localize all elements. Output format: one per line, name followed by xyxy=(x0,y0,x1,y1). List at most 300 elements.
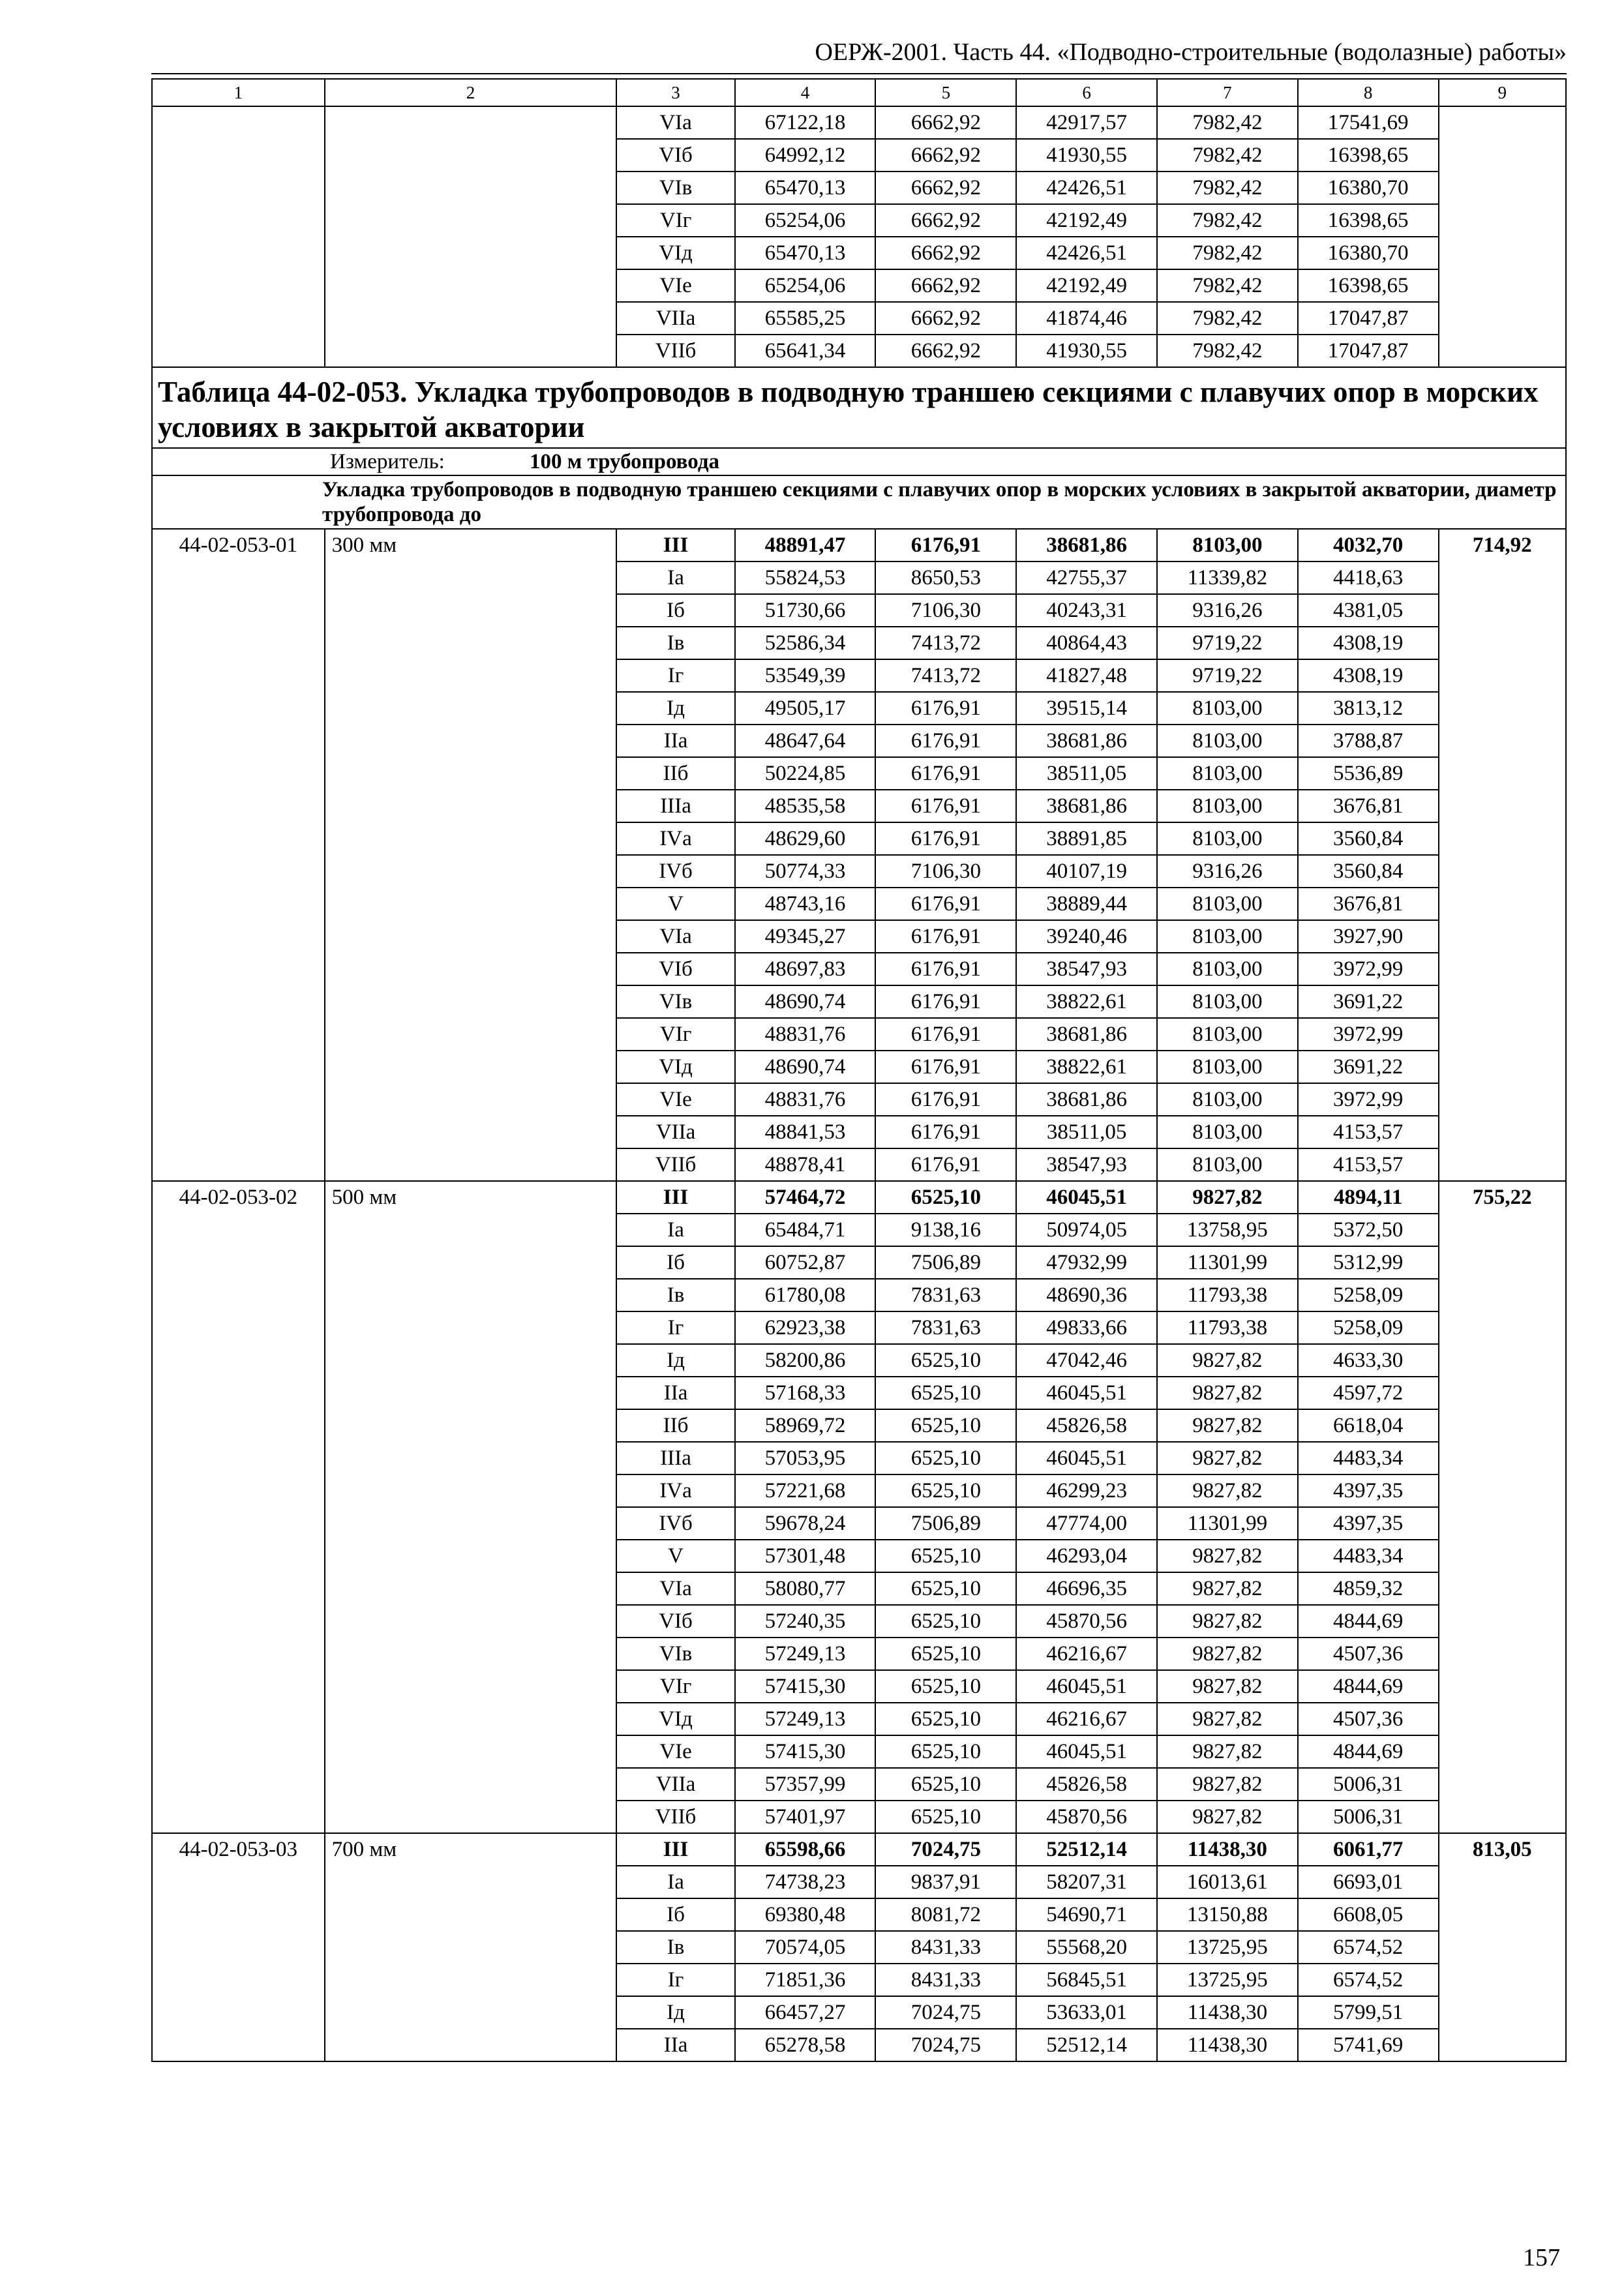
value-cell: 57357,99 xyxy=(735,1768,876,1801)
value-cell: 57053,95 xyxy=(735,1442,876,1474)
zone-cell: VIIа xyxy=(616,1116,734,1148)
value-cell: 9837,91 xyxy=(875,1866,1016,1898)
value-cell: 17541,69 xyxy=(1298,106,1439,139)
subtitle-row xyxy=(152,475,1566,529)
value-cell: 9138,16 xyxy=(875,1214,1016,1246)
unit-cell xyxy=(152,448,1566,475)
value-cell: 3691,22 xyxy=(1298,985,1439,1018)
value-cell: 6176,91 xyxy=(875,529,1016,561)
value-cell: 6525,10 xyxy=(875,1638,1016,1670)
value-cell: 6574,52 xyxy=(1298,1964,1439,1996)
value-cell: 9827,82 xyxy=(1157,1670,1298,1703)
value-cell: 48690,36 xyxy=(1016,1279,1157,1311)
value-cell: 7982,42 xyxy=(1157,172,1298,204)
value-cell: 46045,51 xyxy=(1016,1670,1157,1703)
value-cell: 39240,46 xyxy=(1016,920,1157,953)
column-index-cell: 6 xyxy=(1016,79,1157,106)
zone-cell: IVа xyxy=(616,822,734,855)
header-rule xyxy=(151,73,1567,74)
zone-cell: VIд xyxy=(616,237,734,269)
value-cell: 11793,38 xyxy=(1157,1311,1298,1344)
value-cell: 6176,91 xyxy=(875,692,1016,725)
value-cell: 6176,91 xyxy=(875,1116,1016,1148)
zone-cell: VIIб xyxy=(616,1148,734,1181)
page-header: ОЕРЖ-2001. Часть 44. «Подводно-строительные (водолазные) работы» xyxy=(815,38,1567,66)
value-cell: 71851,36 xyxy=(735,1964,876,1996)
value-cell: 38681,86 xyxy=(1016,725,1157,757)
value-cell: 7982,42 xyxy=(1157,335,1298,367)
zone-cell: VIIб xyxy=(616,335,734,367)
zone-cell: VIб xyxy=(616,139,734,172)
value-cell: 4859,32 xyxy=(1298,1572,1439,1605)
value-cell: 8431,33 xyxy=(875,1931,1016,1964)
value-cell: 6662,92 xyxy=(875,204,1016,237)
value-cell: 6525,10 xyxy=(875,1540,1016,1572)
value-cell: 46045,51 xyxy=(1016,1735,1157,1768)
value-cell: 6525,10 xyxy=(875,1409,1016,1442)
value-cell: 6176,91 xyxy=(875,725,1016,757)
value-cell: 9827,82 xyxy=(1157,1572,1298,1605)
value-cell: 8103,00 xyxy=(1157,1083,1298,1116)
zone-cell: IIа xyxy=(616,2029,734,2061)
value-cell: 38822,61 xyxy=(1016,1051,1157,1083)
value-cell: 41930,55 xyxy=(1016,335,1157,367)
value-cell: 6176,91 xyxy=(875,888,1016,920)
value-cell: 6662,92 xyxy=(875,172,1016,204)
zone-cell: VIв xyxy=(616,172,734,204)
value-cell: 11438,30 xyxy=(1157,2029,1298,2061)
value-cell: 58080,77 xyxy=(735,1572,876,1605)
value-cell: 58200,86 xyxy=(735,1344,876,1377)
value-cell: 9827,82 xyxy=(1157,1703,1298,1735)
value-cell: 38681,86 xyxy=(1016,1018,1157,1051)
value-cell: 9827,82 xyxy=(1157,1768,1298,1801)
value-cell: 16380,70 xyxy=(1298,172,1439,204)
value-cell: 38681,86 xyxy=(1016,790,1157,822)
zone-cell: VIа xyxy=(616,1572,734,1605)
value-cell: 9316,26 xyxy=(1157,855,1298,888)
weight-cell: 755,22 xyxy=(1439,1181,1566,1833)
value-cell: 65484,71 xyxy=(735,1214,876,1246)
value-cell: 9719,22 xyxy=(1157,659,1298,692)
value-cell: 8103,00 xyxy=(1157,757,1298,790)
value-cell: 8081,72 xyxy=(875,1898,1016,1931)
value-cell: 65278,58 xyxy=(735,2029,876,2061)
value-cell: 6662,92 xyxy=(875,139,1016,172)
value-cell: 65470,13 xyxy=(735,237,876,269)
value-cell: 5006,31 xyxy=(1298,1768,1439,1801)
column-index-cell: 3 xyxy=(616,79,734,106)
value-cell: 54690,71 xyxy=(1016,1898,1157,1931)
value-cell: 9827,82 xyxy=(1157,1409,1298,1442)
rates-table-body xyxy=(152,79,1566,2061)
zone-cell: V xyxy=(616,1540,734,1572)
value-cell: 48647,64 xyxy=(735,725,876,757)
value-cell: 61780,08 xyxy=(735,1279,876,1311)
value-cell: 16013,61 xyxy=(1157,1866,1298,1898)
value-cell: 57415,30 xyxy=(735,1735,876,1768)
value-cell: 9316,26 xyxy=(1157,594,1298,627)
table-title-row xyxy=(152,367,1566,448)
value-cell: 7982,42 xyxy=(1157,302,1298,335)
diameter-cell: 300 мм xyxy=(325,529,617,1181)
value-cell: 38511,05 xyxy=(1016,757,1157,790)
zone-cell: IIа xyxy=(616,1377,734,1409)
table-row xyxy=(152,529,1566,561)
value-cell: 48743,16 xyxy=(735,888,876,920)
value-cell: 6176,91 xyxy=(875,1148,1016,1181)
value-cell: 4308,19 xyxy=(1298,627,1439,659)
value-cell: 47042,46 xyxy=(1016,1344,1157,1377)
zone-cell: VIг xyxy=(616,1670,734,1703)
zone-cell: VIд xyxy=(616,1051,734,1083)
value-cell: 6525,10 xyxy=(875,1442,1016,1474)
value-cell: 49833,66 xyxy=(1016,1311,1157,1344)
page-number: 157 xyxy=(1523,2244,1560,2271)
value-cell: 59678,24 xyxy=(735,1507,876,1540)
diameter-cell: 500 мм xyxy=(325,1181,617,1833)
value-cell: 4483,34 xyxy=(1298,1540,1439,1572)
value-cell: 7831,63 xyxy=(875,1279,1016,1311)
value-cell: 7982,42 xyxy=(1157,106,1298,139)
value-cell: 46045,51 xyxy=(1016,1181,1157,1214)
value-cell: 13758,95 xyxy=(1157,1214,1298,1246)
value-cell: 7506,89 xyxy=(875,1507,1016,1540)
value-cell: 48891,47 xyxy=(735,529,876,561)
value-cell: 40107,19 xyxy=(1016,855,1157,888)
value-cell: 4418,63 xyxy=(1298,561,1439,594)
value-cell: 50224,85 xyxy=(735,757,876,790)
column-index-cell: 5 xyxy=(875,79,1016,106)
value-cell: 48690,74 xyxy=(735,985,876,1018)
zone-cell: Iд xyxy=(616,692,734,725)
zone-cell: VIв xyxy=(616,985,734,1018)
value-cell: 7024,75 xyxy=(875,1996,1016,2029)
value-cell: 4153,57 xyxy=(1298,1116,1439,1148)
value-cell: 3560,84 xyxy=(1298,822,1439,855)
value-cell: 4597,72 xyxy=(1298,1377,1439,1409)
value-cell: 6525,10 xyxy=(875,1474,1016,1507)
value-cell: 46045,51 xyxy=(1016,1442,1157,1474)
zone-cell: VIе xyxy=(616,1083,734,1116)
value-cell: 9827,82 xyxy=(1157,1801,1298,1833)
value-cell: 38547,93 xyxy=(1016,1148,1157,1181)
zone-cell: VIг xyxy=(616,204,734,237)
value-cell: 4844,69 xyxy=(1298,1670,1439,1703)
value-cell: 57249,13 xyxy=(735,1703,876,1735)
value-cell: 8103,00 xyxy=(1157,725,1298,757)
value-cell: 4894,11 xyxy=(1298,1181,1439,1214)
value-cell: 48841,53 xyxy=(735,1116,876,1148)
value-cell: 51730,66 xyxy=(735,594,876,627)
zone-cell: Iг xyxy=(616,659,734,692)
value-cell: 6662,92 xyxy=(875,269,1016,302)
value-cell: 48629,60 xyxy=(735,822,876,855)
value-cell: 46045,51 xyxy=(1016,1377,1157,1409)
value-cell: 64992,12 xyxy=(735,139,876,172)
value-cell: 8103,00 xyxy=(1157,529,1298,561)
empty-weight-cell xyxy=(1439,106,1566,367)
value-cell: 3813,12 xyxy=(1298,692,1439,725)
value-cell: 42192,49 xyxy=(1016,269,1157,302)
value-cell: 6176,91 xyxy=(875,1083,1016,1116)
value-cell: 46696,35 xyxy=(1016,1572,1157,1605)
zone-cell: Iа xyxy=(616,1214,734,1246)
value-cell: 38891,85 xyxy=(1016,822,1157,855)
rate-code-cell: 44-02-053-01 xyxy=(152,529,325,1181)
value-cell: 46216,67 xyxy=(1016,1703,1157,1735)
value-cell: 40243,31 xyxy=(1016,594,1157,627)
zone-cell: IIIа xyxy=(616,790,734,822)
value-cell: 9827,82 xyxy=(1157,1735,1298,1768)
value-cell: 6176,91 xyxy=(875,822,1016,855)
value-cell: 6525,10 xyxy=(875,1377,1016,1409)
value-cell: 6525,10 xyxy=(875,1735,1016,1768)
value-cell: 6176,91 xyxy=(875,790,1016,822)
value-cell: 6662,92 xyxy=(875,335,1016,367)
value-cell: 6693,01 xyxy=(1298,1866,1439,1898)
value-cell: 48831,76 xyxy=(735,1083,876,1116)
value-cell: 38681,86 xyxy=(1016,529,1157,561)
zone-cell: VIIа xyxy=(616,302,734,335)
value-cell: 52586,34 xyxy=(735,627,876,659)
value-cell: 9719,22 xyxy=(1157,627,1298,659)
value-cell: 7106,30 xyxy=(875,594,1016,627)
continuation-row xyxy=(152,106,1566,139)
value-cell: 16380,70 xyxy=(1298,237,1439,269)
value-cell: 53549,39 xyxy=(735,659,876,692)
value-cell: 11301,99 xyxy=(1157,1246,1298,1279)
value-cell: 7024,75 xyxy=(875,1833,1016,1866)
value-cell: 55824,53 xyxy=(735,561,876,594)
value-cell: 6618,04 xyxy=(1298,1409,1439,1442)
table-title: Таблица 44-02-053. Укладка трубопроводов в подводную траншею секциями с плавучих опор в морских условиях в закрытой акватории xyxy=(152,367,1566,448)
value-cell: 4844,69 xyxy=(1298,1735,1439,1768)
value-cell: 5258,09 xyxy=(1298,1311,1439,1344)
zone-cell: VIа xyxy=(616,106,734,139)
value-cell: 6525,10 xyxy=(875,1768,1016,1801)
zone-cell: Iб xyxy=(616,594,734,627)
value-cell: 70574,05 xyxy=(735,1931,876,1964)
zone-cell: III xyxy=(616,529,734,561)
value-cell: 65598,66 xyxy=(735,1833,876,1866)
value-cell: 8650,53 xyxy=(875,561,1016,594)
column-index-cell: 7 xyxy=(1157,79,1298,106)
zone-cell: IIб xyxy=(616,757,734,790)
value-cell: 6662,92 xyxy=(875,237,1016,269)
value-cell: 49345,27 xyxy=(735,920,876,953)
value-cell: 65254,06 xyxy=(735,269,876,302)
value-cell: 38889,44 xyxy=(1016,888,1157,920)
value-cell: 5741,69 xyxy=(1298,2029,1439,2061)
column-index-row xyxy=(152,79,1566,106)
zone-cell: Iа xyxy=(616,561,734,594)
unit-value: 100 м трубопровода xyxy=(530,450,720,473)
value-cell: 45826,58 xyxy=(1016,1409,1157,1442)
value-cell: 6525,10 xyxy=(875,1703,1016,1735)
value-cell: 42426,51 xyxy=(1016,172,1157,204)
value-cell: 57301,48 xyxy=(735,1540,876,1572)
value-cell: 48535,58 xyxy=(735,790,876,822)
value-cell: 38511,05 xyxy=(1016,1116,1157,1148)
rate-code-cell: 44-02-053-02 xyxy=(152,1181,325,1833)
value-cell: 3972,99 xyxy=(1298,1083,1439,1116)
value-cell: 42192,49 xyxy=(1016,204,1157,237)
value-cell: 58969,72 xyxy=(735,1409,876,1442)
value-cell: 60752,87 xyxy=(735,1246,876,1279)
value-cell: 42755,37 xyxy=(1016,561,1157,594)
value-cell: 8103,00 xyxy=(1157,985,1298,1018)
value-cell: 45826,58 xyxy=(1016,1768,1157,1801)
value-cell: 9827,82 xyxy=(1157,1605,1298,1638)
value-cell: 4507,36 xyxy=(1298,1703,1439,1735)
value-cell: 41874,46 xyxy=(1016,302,1157,335)
zone-cell: IVб xyxy=(616,1507,734,1540)
value-cell: 38681,86 xyxy=(1016,1083,1157,1116)
value-cell: 6176,91 xyxy=(875,985,1016,1018)
value-cell: 41827,48 xyxy=(1016,659,1157,692)
value-cell: 11301,99 xyxy=(1157,1507,1298,1540)
value-cell: 3788,87 xyxy=(1298,725,1439,757)
value-cell: 8431,33 xyxy=(875,1964,1016,1996)
zone-cell: VIIа xyxy=(616,1768,734,1801)
zone-cell: Iд xyxy=(616,1344,734,1377)
value-cell: 4483,34 xyxy=(1298,1442,1439,1474)
value-cell: 9827,82 xyxy=(1157,1442,1298,1474)
zone-cell: VIа xyxy=(616,920,734,953)
value-cell: 5536,89 xyxy=(1298,757,1439,790)
value-cell: 3691,22 xyxy=(1298,1051,1439,1083)
value-cell: 5006,31 xyxy=(1298,1801,1439,1833)
value-cell: 4633,30 xyxy=(1298,1344,1439,1377)
value-cell: 6662,92 xyxy=(875,106,1016,139)
value-cell: 57249,13 xyxy=(735,1638,876,1670)
value-cell: 48878,41 xyxy=(735,1148,876,1181)
value-cell: 11438,30 xyxy=(1157,1833,1298,1866)
table-row xyxy=(152,1833,1566,1866)
value-cell: 8103,00 xyxy=(1157,1051,1298,1083)
unit-row xyxy=(152,448,1566,475)
zone-cell: Iб xyxy=(616,1246,734,1279)
value-cell: 42917,57 xyxy=(1016,106,1157,139)
value-cell: 48831,76 xyxy=(735,1018,876,1051)
zone-cell: Iа xyxy=(616,1866,734,1898)
value-cell: 8103,00 xyxy=(1157,1018,1298,1051)
value-cell: 50974,05 xyxy=(1016,1214,1157,1246)
value-cell: 74738,23 xyxy=(735,1866,876,1898)
zone-cell: III xyxy=(616,1181,734,1214)
value-cell: 65254,06 xyxy=(735,204,876,237)
value-cell: 7413,72 xyxy=(875,659,1016,692)
value-cell: 6525,10 xyxy=(875,1344,1016,1377)
value-cell: 69380,48 xyxy=(735,1898,876,1931)
value-cell: 9827,82 xyxy=(1157,1638,1298,1670)
value-cell: 52512,14 xyxy=(1016,1833,1157,1866)
value-cell: 8103,00 xyxy=(1157,790,1298,822)
value-cell: 6525,10 xyxy=(875,1572,1016,1605)
value-cell: 66457,27 xyxy=(735,1996,876,2029)
zone-cell: IIIа xyxy=(616,1442,734,1474)
value-cell: 57221,68 xyxy=(735,1474,876,1507)
value-cell: 7106,30 xyxy=(875,855,1016,888)
value-cell: 65470,13 xyxy=(735,172,876,204)
value-cell: 38822,61 xyxy=(1016,985,1157,1018)
value-cell: 62923,38 xyxy=(735,1311,876,1344)
zone-cell: Iг xyxy=(616,1311,734,1344)
value-cell: 3676,81 xyxy=(1298,790,1439,822)
value-cell: 57415,30 xyxy=(735,1670,876,1703)
column-index-cell: 9 xyxy=(1439,79,1566,106)
empty-code-cell xyxy=(152,106,325,367)
value-cell: 11793,38 xyxy=(1157,1279,1298,1311)
zone-cell: Iг xyxy=(616,1964,734,1996)
value-cell: 13725,95 xyxy=(1157,1931,1298,1964)
value-cell: 56845,51 xyxy=(1016,1964,1157,1996)
value-cell: 6061,77 xyxy=(1298,1833,1439,1866)
value-cell: 8103,00 xyxy=(1157,888,1298,920)
value-cell: 57401,97 xyxy=(735,1801,876,1833)
zone-cell: VIе xyxy=(616,1735,734,1768)
value-cell: 6525,10 xyxy=(875,1605,1016,1638)
value-cell: 17047,87 xyxy=(1298,302,1439,335)
zone-cell: IVб xyxy=(616,855,734,888)
zone-cell: Iд xyxy=(616,1996,734,2029)
value-cell: 6662,92 xyxy=(875,302,1016,335)
value-cell: 57464,72 xyxy=(735,1181,876,1214)
value-cell: 7831,63 xyxy=(875,1311,1016,1344)
value-cell: 38547,93 xyxy=(1016,953,1157,985)
value-cell: 49505,17 xyxy=(735,692,876,725)
table-subtitle: Укладка трубопроводов в подводную траншею секциями с плавучих опор в морских условиях в закрытой акватории, диаметр трубопровода до xyxy=(152,475,1566,529)
value-cell: 7982,42 xyxy=(1157,139,1298,172)
value-cell: 7982,42 xyxy=(1157,204,1298,237)
zone-cell: IVа xyxy=(616,1474,734,1507)
value-cell: 9827,82 xyxy=(1157,1181,1298,1214)
column-index-cell: 1 xyxy=(152,79,325,106)
value-cell: 53633,01 xyxy=(1016,1996,1157,2029)
value-cell: 40864,43 xyxy=(1016,627,1157,659)
value-cell: 16398,65 xyxy=(1298,139,1439,172)
value-cell: 7413,72 xyxy=(875,627,1016,659)
value-cell: 8103,00 xyxy=(1157,920,1298,953)
value-cell: 6176,91 xyxy=(875,953,1016,985)
value-cell: 58207,31 xyxy=(1016,1866,1157,1898)
value-cell: 8103,00 xyxy=(1157,822,1298,855)
value-cell: 48690,74 xyxy=(735,1051,876,1083)
value-cell: 39515,14 xyxy=(1016,692,1157,725)
value-cell: 5799,51 xyxy=(1298,1996,1439,2029)
value-cell: 7506,89 xyxy=(875,1246,1016,1279)
zone-cell: VIв xyxy=(616,1638,734,1670)
value-cell: 3560,84 xyxy=(1298,855,1439,888)
value-cell: 65641,34 xyxy=(735,335,876,367)
value-cell: 5312,99 xyxy=(1298,1246,1439,1279)
value-cell: 11438,30 xyxy=(1157,1996,1298,2029)
zone-cell: Iв xyxy=(616,1279,734,1311)
value-cell: 9827,82 xyxy=(1157,1540,1298,1572)
value-cell: 8103,00 xyxy=(1157,953,1298,985)
value-cell: 4397,35 xyxy=(1298,1507,1439,1540)
zone-cell: Iб xyxy=(616,1898,734,1931)
value-cell: 55568,20 xyxy=(1016,1931,1157,1964)
value-cell: 13150,88 xyxy=(1157,1898,1298,1931)
zone-cell: VIе xyxy=(616,269,734,302)
value-cell: 3927,90 xyxy=(1298,920,1439,953)
value-cell: 47932,99 xyxy=(1016,1246,1157,1279)
value-cell: 6176,91 xyxy=(875,1051,1016,1083)
value-cell: 6176,91 xyxy=(875,757,1016,790)
value-cell: 8103,00 xyxy=(1157,1116,1298,1148)
